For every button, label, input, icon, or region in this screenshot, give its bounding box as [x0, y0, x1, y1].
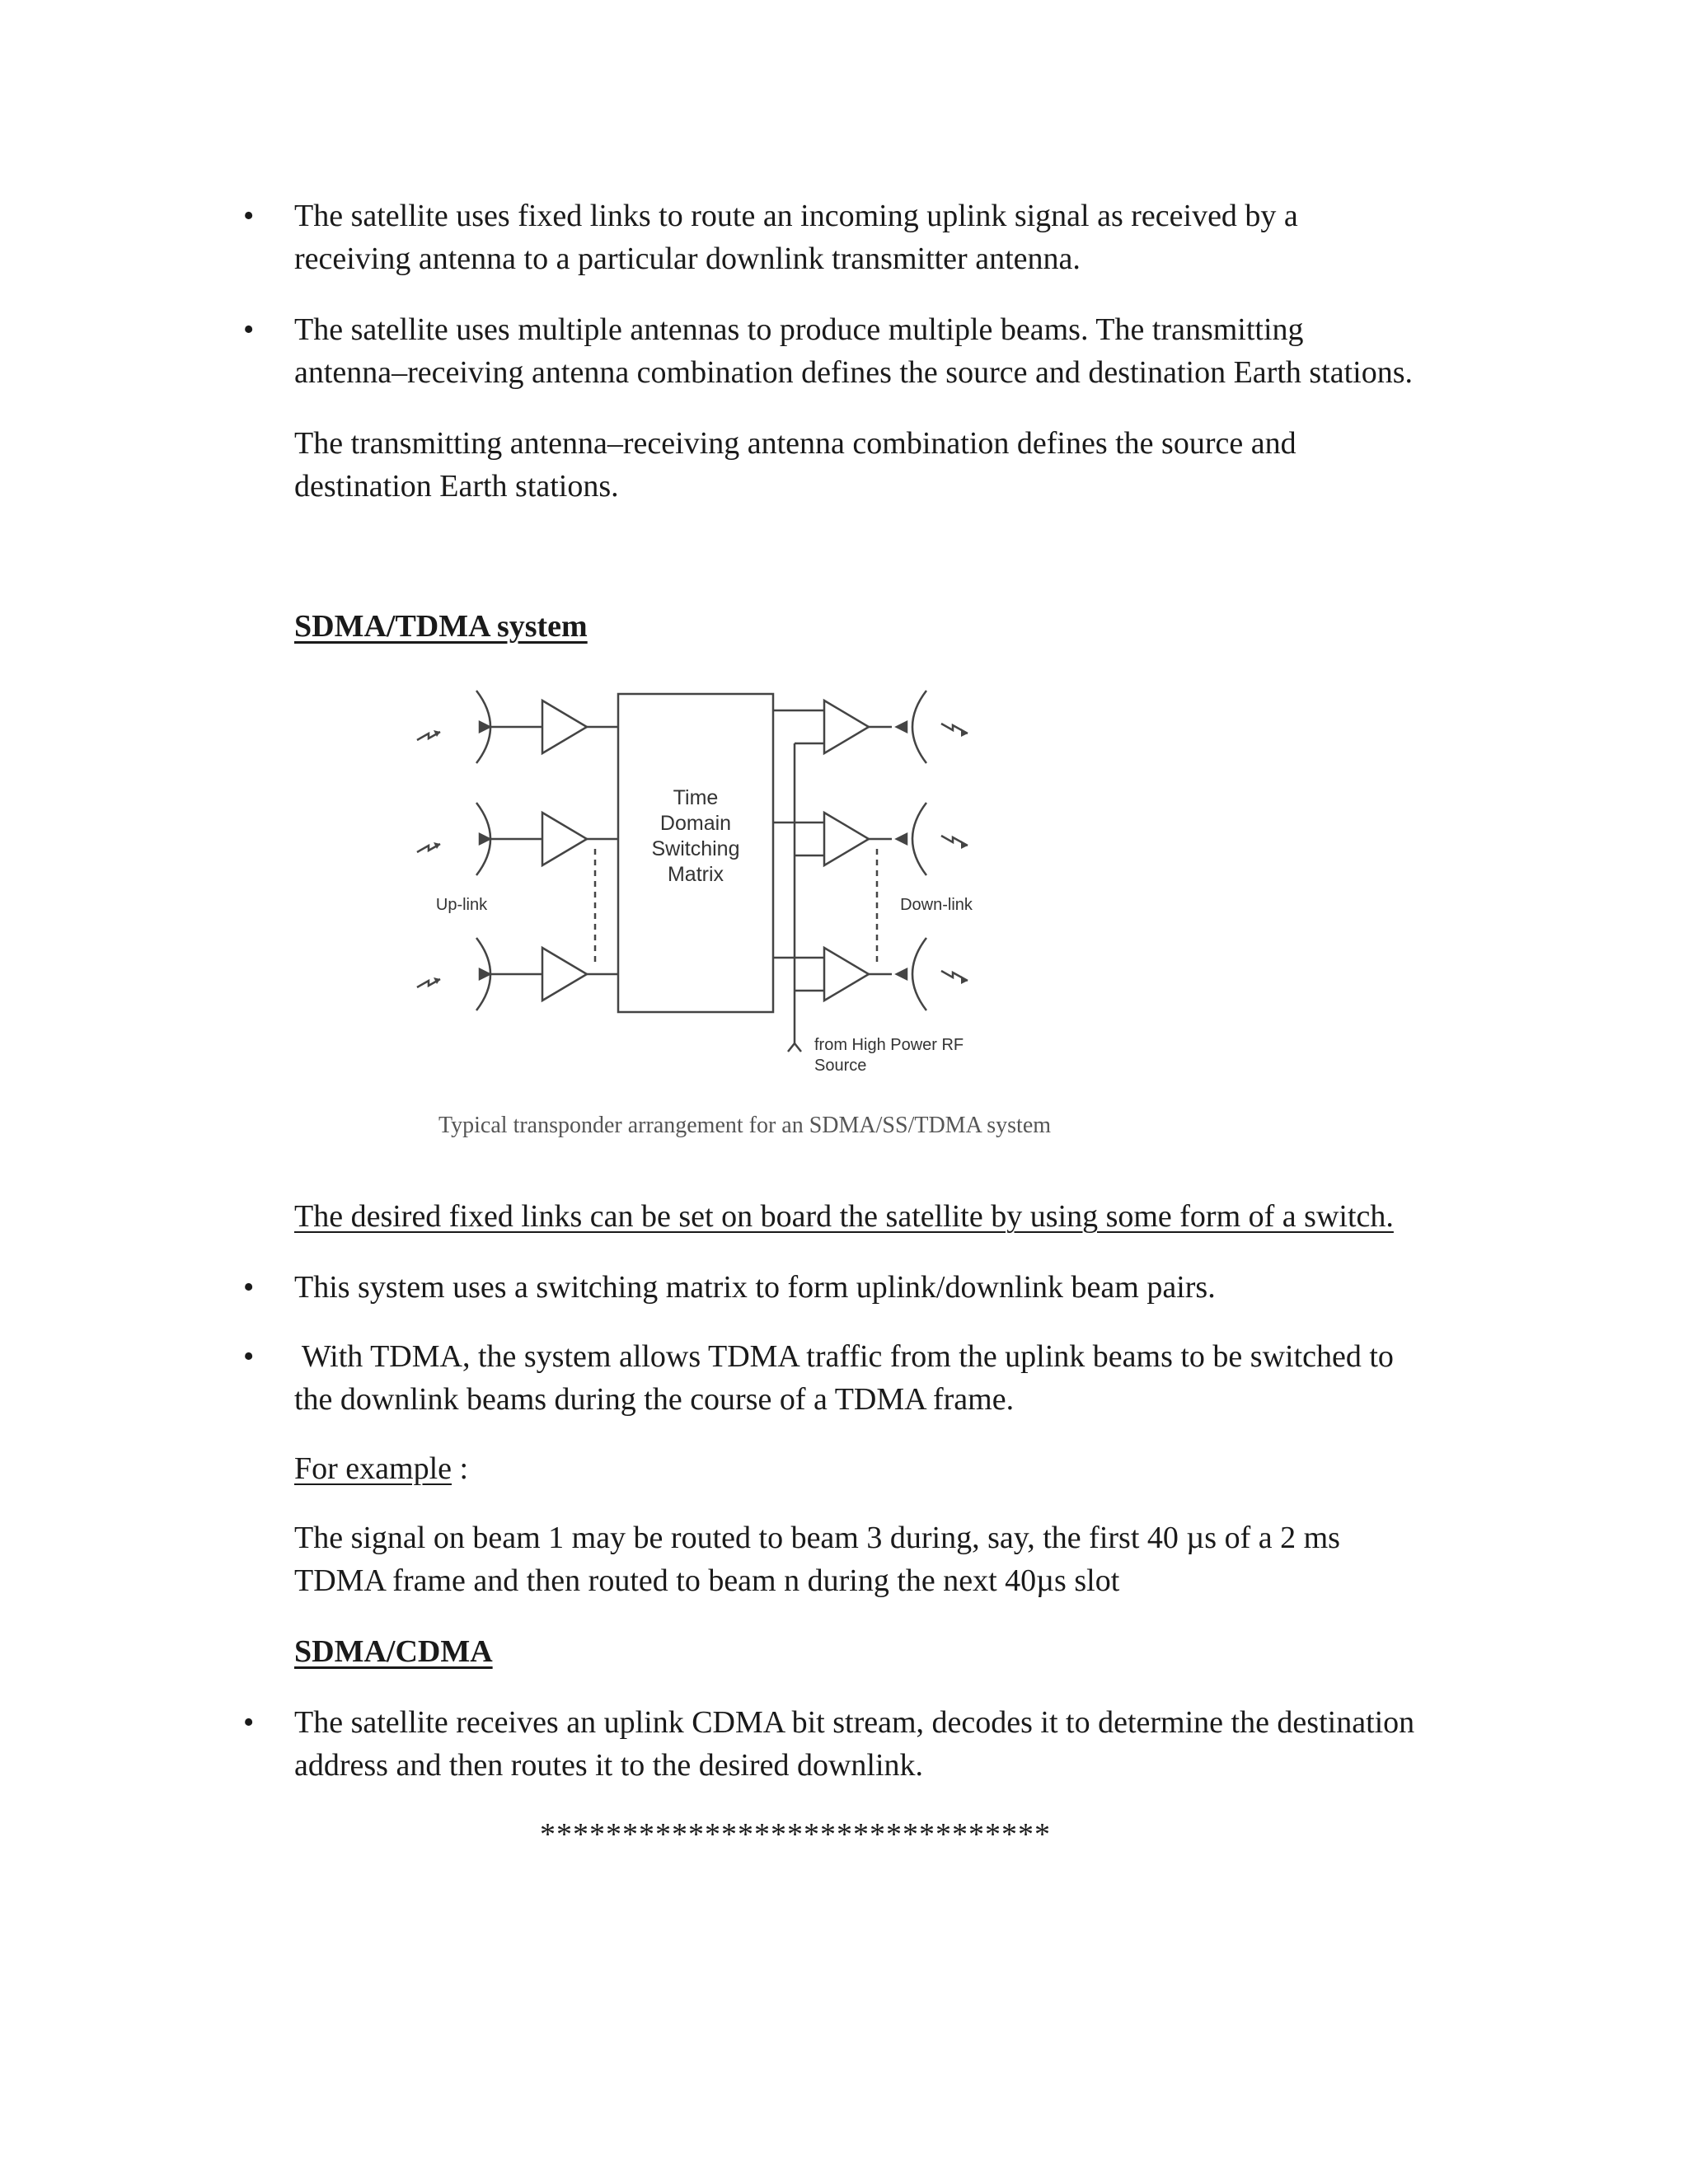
diagram-caption: Typical transponder arrangement for an SDMA/SS/TDMA system — [438, 1113, 1052, 1138]
downlink-amplifier-2 — [824, 813, 869, 865]
matrix-label-line-3: Switching — [651, 837, 740, 860]
bullet-1-line-2: receiving antenna to a particular downlink transmitter antenna. — [294, 241, 1081, 276]
bullet-marker: • — [243, 1705, 255, 1740]
downlink-antenna-3 — [897, 938, 926, 1010]
example-label: For example — [294, 1451, 452, 1486]
uplink-amplifier-1 — [542, 701, 587, 753]
bullet-5-line-1: The satellite receives an uplink CDMA bit stream, decodes it to determine the destination — [294, 1705, 1415, 1740]
fixed-links-note: The desired fixed links can be set on board the satellite by using some form of a switch. — [294, 1199, 1394, 1234]
bullet-marker: • — [243, 199, 255, 233]
uplink-amplifier-3 — [542, 948, 587, 1001]
downlink-antenna-2 — [897, 803, 926, 875]
downlink-amplifier-1 — [824, 701, 869, 753]
uplink-antenna-3 — [476, 938, 506, 1010]
rf-source-label-line-1: from High Power RF — [814, 1036, 964, 1054]
paragraph-line-1: The transmitting antenna–receiving antenna combination defines the source and — [294, 426, 1296, 461]
rf-source-label-line-2: Source — [814, 1057, 867, 1075]
bullet-2-line-1: The satellite uses multiple antennas to produce multiple beams. The transmitting — [294, 312, 1304, 347]
uplink-label: Up-link — [435, 896, 488, 914]
uplink-amplifier-2 — [542, 813, 587, 865]
bullet-marker: • — [243, 1339, 255, 1374]
uplink-antenna-2 — [476, 803, 506, 875]
example-label-line — [294, 1447, 468, 1490]
example-suffix: : — [452, 1451, 469, 1486]
matrix-label-line-1: Time — [673, 786, 719, 809]
bullet-3-line-1: This system uses a switching matrix to form uplink/downlink beam pairs. — [294, 1270, 1216, 1305]
bullet-2-line-2: antenna–receiving antenna combination defines the source and destination Earth stations. — [294, 355, 1413, 390]
downlink-label: Down-link — [900, 896, 973, 914]
downlink-amplifier-3 — [824, 948, 869, 1001]
bullet-4-line-2: the downlink beams during the course of a TDMA frame. — [294, 1382, 1015, 1417]
separator-asterisks: ******************************* — [540, 1817, 1051, 1852]
downlink-antenna-1 — [897, 691, 926, 763]
matrix-label-line-2: Domain — [659, 812, 732, 835]
uplink-antenna-1 — [476, 691, 506, 763]
section-heading-sdma-tdma: SDMA/TDMA system — [294, 609, 588, 644]
bullet-1-line-1: The satellite uses fixed links to route an incoming uplink signal as received by a — [294, 199, 1298, 233]
example-line-1: The signal on beam 1 may be routed to beam 3 during, say, the first 40 µs of a 2 ms — [294, 1521, 1340, 1555]
bullet-marker: • — [243, 312, 255, 347]
bullet-marker: • — [243, 1270, 255, 1305]
example-line-2: TDMA frame and then routed to beam n during the next 40µs slot — [294, 1563, 1120, 1598]
transponder-diagram — [404, 676, 1022, 1088]
matrix-label-line-4: Matrix — [667, 863, 724, 886]
bullet-5-line-2: address and then routes it to the desired downlink. — [294, 1748, 924, 1783]
section-heading-sdma-cdma: SDMA/CDMA — [294, 1634, 493, 1669]
bullet-4-line-1: With TDMA, the system allows TDMA traffic from the uplink beams to be switched to — [294, 1339, 1394, 1374]
paragraph-line-2: destination Earth stations. — [294, 469, 619, 504]
